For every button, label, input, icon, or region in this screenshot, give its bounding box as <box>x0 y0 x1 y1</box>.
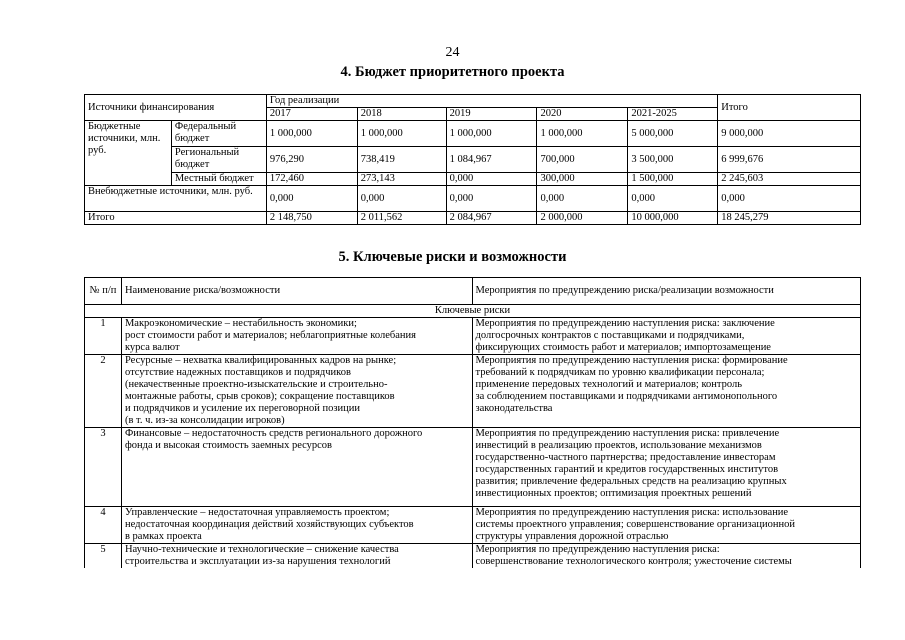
cell-total: 18 245,279 <box>718 212 861 225</box>
budget-group-label: Бюджетные источники, млн. руб. <box>85 121 172 186</box>
text-line: в рамках проекта <box>124 531 202 542</box>
text-line: монтажные работы, срыв сроков); сокращение поставщиков <box>124 391 395 402</box>
header-sources: Источники финансирования <box>85 95 267 121</box>
risk-name <box>121 544 472 569</box>
cell-value: 273,143 <box>357 173 446 186</box>
text-line: развития; привлечение федеральных средств на реализацию крупных <box>475 476 787 487</box>
risk-name <box>121 318 472 355</box>
row-label: Местный бюджет <box>171 173 266 186</box>
cell-value: 1 000,000 <box>537 121 628 147</box>
table-row <box>85 121 861 147</box>
table-row <box>85 147 861 173</box>
section-4-title: 4. Бюджет приоритетного проекта <box>340 64 565 80</box>
text-line: Мероприятия по предупреждению наступления риска: привлечение <box>475 428 780 439</box>
risk-measures <box>472 544 861 569</box>
table-row <box>85 507 861 544</box>
budget-table <box>84 94 861 225</box>
row-number: 2 <box>85 355 122 428</box>
cell-value: 0,000 <box>357 186 446 212</box>
risks-group-row <box>85 305 861 318</box>
year-2017: 2017 <box>266 108 357 121</box>
section-5-title: 5. Ключевые риски и возможности <box>338 249 567 265</box>
cell-value: 5 000,000 <box>628 121 718 147</box>
risk-name <box>121 507 472 544</box>
text-line: применение передовых технологий и материалов; контроль <box>475 379 742 390</box>
cell-value: 738,419 <box>357 147 446 173</box>
cell-total: 2 245,603 <box>718 173 861 186</box>
cell-value: 1 500,000 <box>628 173 718 186</box>
cell-value: 3 500,000 <box>628 147 718 173</box>
table-row <box>85 212 861 225</box>
cell-value: 10 000,000 <box>628 212 718 225</box>
year-2018: 2018 <box>357 108 446 121</box>
risk-measures <box>472 428 861 507</box>
text-line: фонда и высокая стоимость заемных ресурсов <box>124 440 332 451</box>
cell-value: 0,000 <box>266 186 357 212</box>
page-number: 24 <box>445 45 460 60</box>
text-line: Мероприятия по предупреждению наступления риска: использование <box>475 507 789 518</box>
cell-value: 0,000 <box>537 186 628 212</box>
table-row <box>85 544 861 569</box>
cell-value: 2 084,967 <box>446 212 537 225</box>
cell-value: 1 000,000 <box>446 121 537 147</box>
cell-value: 0,000 <box>446 186 537 212</box>
text-line: отсутствие надежных поставщиков и подрядчиков <box>124 367 351 378</box>
text-line: Ресурсные – нехватка квалифицированных кадров на рынке; <box>124 355 397 366</box>
text-line: структуры управления дорожной отраслью <box>475 531 669 542</box>
row-label: Региональный бюджет <box>171 147 266 173</box>
table-row <box>85 428 861 507</box>
text-line: и подрядчиков и усиление их переговорной позиции <box>124 403 360 414</box>
text-line: государственных гарантий и кредитов государственных институтов <box>475 464 779 475</box>
cell-value: 1 000,000 <box>266 121 357 147</box>
risks-header-row <box>85 278 861 305</box>
text-line: Мероприятия по предупреждению наступления риска: заключение <box>475 318 775 329</box>
risk-measures <box>472 507 861 544</box>
year-2021-2025: 2021-2025 <box>628 108 718 121</box>
table-row <box>85 173 861 186</box>
row-label: Итого <box>85 212 267 225</box>
cell-value: 2 000,000 <box>537 212 628 225</box>
year-2019: 2019 <box>446 108 537 121</box>
text-line: системы проектного управления; совершенствование организационной <box>475 519 795 530</box>
row-label: Федеральный бюджет <box>171 121 266 147</box>
cell-value: 1 000,000 <box>357 121 446 147</box>
cell-value: 172,460 <box>266 173 357 186</box>
text-line: законодательства <box>475 403 553 414</box>
header-name: Наименование риска/возможности <box>121 278 472 305</box>
header-total: Итого <box>718 95 861 121</box>
text-line: (некачественные проектно-изыскательские и строительно- <box>124 379 388 390</box>
cell-value: 700,000 <box>537 147 628 173</box>
header-year-group: Год реализации <box>266 95 717 108</box>
budget-header-row <box>85 95 861 108</box>
text-line: государственно-частного партнерства; предоставление инвесторам <box>475 452 776 463</box>
table-row <box>85 355 861 428</box>
text-line: Макроэкономические – нестабильность экономики; <box>124 318 357 329</box>
cell-value: 0,000 <box>628 186 718 212</box>
table-row <box>85 318 861 355</box>
text-line: за соблюдением поставщиками и подрядчиками антимонопольного <box>475 391 778 402</box>
row-number: 4 <box>85 507 122 544</box>
row-number: 1 <box>85 318 122 355</box>
cell-value: 976,290 <box>266 147 357 173</box>
cell-total: 9 000,000 <box>718 121 861 147</box>
cell-total: 0,000 <box>718 186 861 212</box>
header-measures: Мероприятия по предупреждению риска/реализации возможности <box>472 278 861 305</box>
risk-measures <box>472 318 861 355</box>
cell-value: 0,000 <box>446 173 537 186</box>
text-line: фиксирующих стоимость работ и материалов; импортозамещение <box>475 342 771 353</box>
text-line: Финансовые – недостаточность средств регионального дорожного <box>124 428 423 439</box>
cell-value: 1 084,967 <box>446 147 537 173</box>
text-line: недостаточная координация действий хозяйствующих субъектов <box>124 519 414 530</box>
text-line: совершенствование технологического контроля; ужесточение системы <box>475 556 792 567</box>
text-line: (в т. ч. из-за консолидации игроков) <box>124 415 285 426</box>
risk-measures <box>472 355 861 428</box>
cell-value: 2 011,562 <box>357 212 446 225</box>
text-line: Научно-технические и технологические – снижение качества <box>124 544 399 555</box>
text-line: рост стоимости работ и материалов; неблагоприятные колебания <box>124 330 416 341</box>
header-num: № п/п <box>85 278 122 305</box>
text-line: долгосрочных контрактов с поставщиками и подрядчиками, <box>475 330 745 341</box>
text-line: строительства и эксплуатации из-за нарушения технологий <box>124 556 391 567</box>
cell-value: 300,000 <box>537 173 628 186</box>
row-label: Внебюджетные источники, млн. руб. <box>85 186 267 212</box>
text-line: Мероприятия по предупреждению наступления риска: <box>475 544 720 555</box>
group-label: Ключевые риски <box>85 305 861 318</box>
row-number: 5 <box>85 544 122 569</box>
text-line: инвестиций в реализацию проектов, использование механизмов <box>475 440 762 451</box>
risk-name <box>121 355 472 428</box>
year-2020: 2020 <box>537 108 628 121</box>
table-row <box>85 186 861 212</box>
row-number: 3 <box>85 428 122 507</box>
text-line: Управленческие – недостаточная управляемость проектом; <box>124 507 390 518</box>
text-line: курса валют <box>124 342 180 353</box>
cell-value: 2 148,750 <box>266 212 357 225</box>
cell-total: 6 999,676 <box>718 147 861 173</box>
text-line: Мероприятия по предупреждению наступления риска: формирование <box>475 355 788 366</box>
text-line: инвестиционных проектов; оптимизация проектных решений <box>475 488 752 499</box>
risk-name <box>121 428 472 507</box>
risks-table <box>84 277 861 568</box>
text-line: требований к подрядчикам по уровню квалификации персонала; <box>475 367 765 378</box>
